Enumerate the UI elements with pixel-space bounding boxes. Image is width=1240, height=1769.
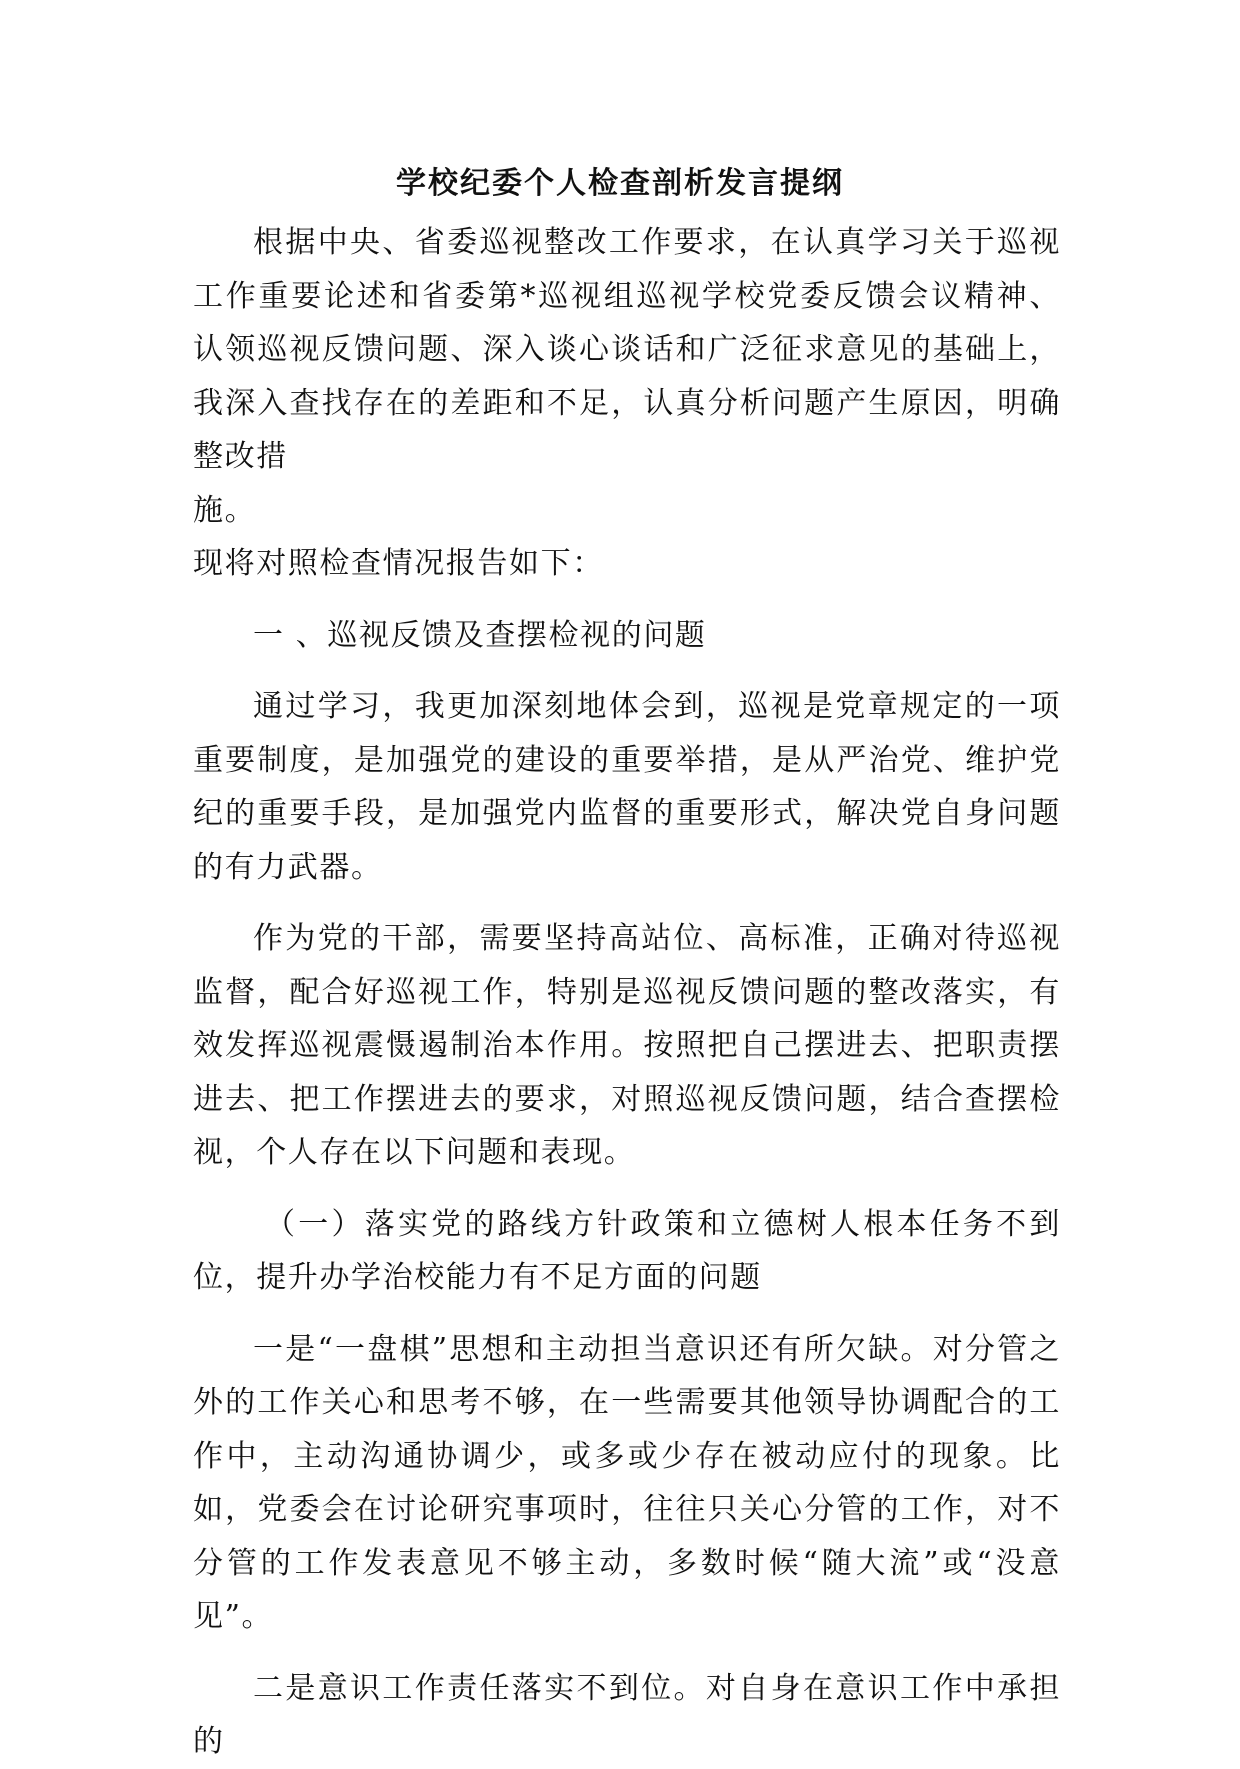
intro-paragraph-end: 施。 [193,492,257,528]
body-paragraph-3: 一是“一盘棋”思想和主动担当意识还有所欠缺。对分管之外的工作关心和思考不够，在一些需要其他领导协调配合的工作中，主动沟通协调少，或多或少存在被动应付的现象。比如，党委会在讨论研究事项时，往往只关心分管的工作，对不分管的工作发表意见不够主动，多数时候“随大流”或“没意见”。 [193,1331,1061,1634]
body-paragraph-4: 二是意识工作责任落实不到位。对自身在意识工作中承担的 [193,1670,1061,1759]
section-heading-1: 一 、巡视反馈及查摆检视的问题 [253,617,707,653]
body-paragraph-1: 通过学习，我更加深刻地体会到，巡视是党章规定的一项重要制度，是加强党的建设的重要举措，是从严治党、维护党纪的重要手段，是加强党内监督的重要形式，解决党自身问题的有力武器。 [193,689,1061,885]
document-body [193,216,1061,1769]
report-lead-line: 现将对照检查情况报告如下： [193,546,604,581]
body-paragraph-2: 作为党的干部，需要坚持高站位、高标准，正确对待巡视监督，配合好巡视工作，特别是巡视反馈问题的整改落实，有效发挥巡视震慑遏制治本作用。按照把自己摆进去、把职责摆进去、把工作摆进去的要求，对照巡视反馈问题，结合查摆检视，个人存在以下问题和表现。 [193,921,1061,1170]
sub-heading-1: （一）落实党的路线方针政策和立德树人根本任务不到位，提升办学治校能力有不足方面的问题 [193,1206,1061,1295]
document-title: 学校纪委个人检查剖析发言提纲 [396,166,844,201]
intro-paragraph: 根据中央、省委巡视整改工作要求，在认真学习关于巡视工作重要论述和省委第*巡视组巡视学校党委反馈会议精神、认领巡视反馈问题、深入谈心谈话和广泛征求意见的基础上，我深入查找存在的差距和不足，认真分析问题产生原因，明确整改措 [193,225,1061,474]
